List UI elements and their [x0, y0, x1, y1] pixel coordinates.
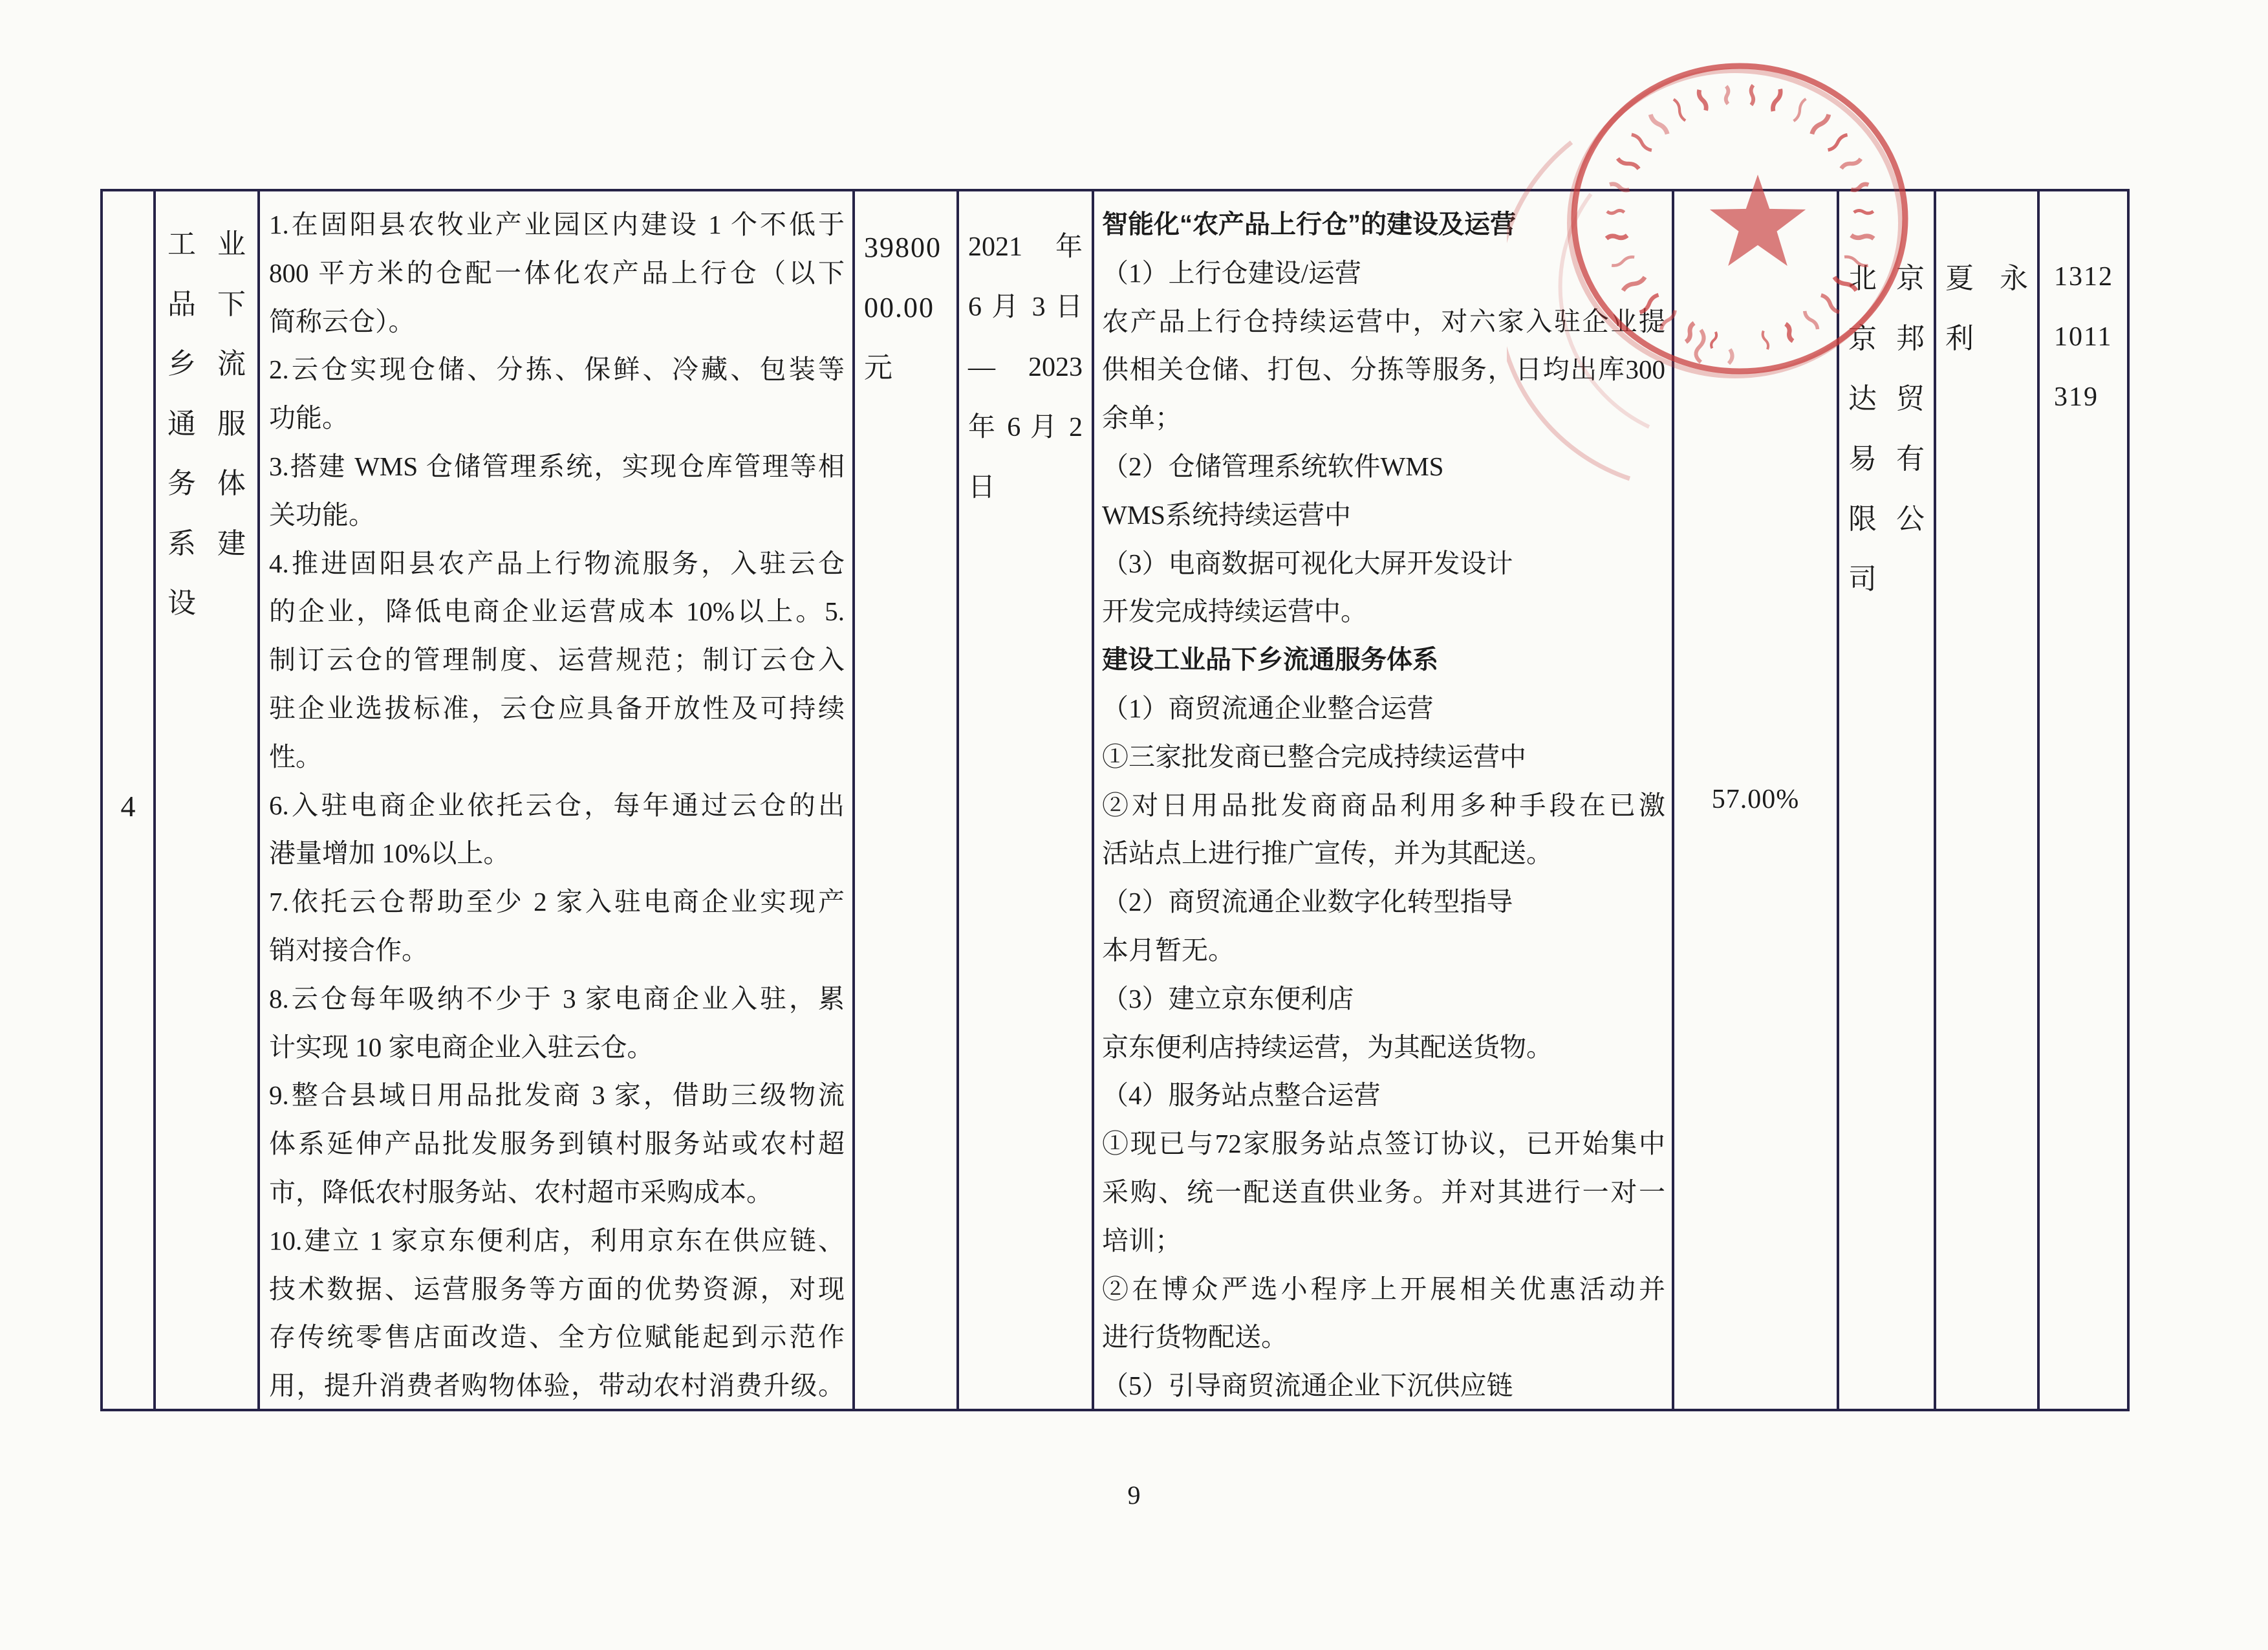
column-company	[1839, 191, 1936, 1409]
column-project-category	[156, 191, 260, 1409]
text-line: 39800	[864, 232, 942, 263]
text-line: 利	[1945, 323, 1974, 354]
text-line: 2021 年	[968, 232, 1083, 262]
text-line: 4.推进固阳县农产品上行物流服务，入驻云仓	[269, 548, 845, 578]
text-line: 培训；	[1102, 1225, 1182, 1255]
column-date-range	[959, 191, 1094, 1409]
text-line: 夏 永	[1945, 263, 2028, 294]
text-line: 6.入驻电商企业依托云仓，每年通过云仓的出	[269, 790, 845, 820]
text-line: 10.建立 1 家京东便利店，利用京东在供应链、	[269, 1225, 845, 1255]
text-line: ①三家批发商已整合完成持续运营中	[1102, 741, 1526, 772]
completion-percent: 57.00%	[1711, 785, 1800, 814]
text-line: 功能。	[269, 403, 349, 433]
text-line: （5）引导商贸流通企业下沉供应链	[1102, 1371, 1513, 1401]
text-line: （3）建立京东便利店	[1102, 983, 1354, 1014]
text-line: 1.在固阳县农牧业产业园区内建设 1 个不低于	[269, 210, 845, 239]
column-contact	[1936, 191, 2040, 1409]
column-completion-percent	[1674, 191, 1839, 1409]
text-line: 建设工业品下乡流通服务体系	[1102, 646, 1438, 675]
text-line: ②对日用品批发商商品利用多种手段在已激	[1102, 790, 1665, 820]
text-line: 的企业，降低电商企业运营成本 10%以上。5.	[269, 596, 845, 627]
text-line: 本月暂无。	[1102, 935, 1235, 965]
text-line: 农产品上行仓持续运营中，对六家入驻企业提	[1102, 306, 1665, 336]
text-line: 系 建	[167, 527, 246, 559]
text-line: 体系延伸产品批发服务到镇村服务站或农村超	[269, 1129, 845, 1159]
column-phone	[2040, 191, 2130, 1409]
text-line: 00.00	[864, 292, 934, 323]
text-line: （2）仓储管理系统软件WMS	[1102, 451, 1444, 481]
text-line: 北 京	[1848, 263, 1925, 294]
text-line: 工 业	[167, 228, 246, 260]
text-line: — 2023	[968, 353, 1083, 382]
text-line: 销对接合作。	[269, 935, 428, 965]
text-line: 限 公	[1848, 503, 1925, 535]
text-line: 驻企业选拔标准，云仓应具备开放性及可持续	[269, 693, 845, 723]
text-line: 开发完成持续运营中。	[1102, 596, 1367, 627]
date-range	[959, 191, 1092, 518]
text-line: ②在博众严选小程序上开展相关优惠活动并	[1102, 1274, 1665, 1304]
text-line: 达 贸	[1848, 383, 1925, 415]
text-line: 800 平方米的仓配一体化农产品上行仓（以下	[269, 257, 845, 288]
text-line: 乡 流	[167, 348, 246, 380]
report-table	[100, 189, 2130, 1411]
text-line: 品 下	[167, 288, 246, 320]
text-line: 元	[864, 352, 894, 384]
text-line: 6 月 3 日	[968, 292, 1083, 322]
text-line: （1）上行仓建设/运营	[1102, 257, 1361, 288]
text-line: 司	[1848, 563, 1877, 595]
contract-amount	[855, 191, 956, 398]
text-line: 务 体	[167, 468, 246, 499]
project-category	[156, 191, 257, 634]
text-line: 易 有	[1848, 443, 1925, 475]
text-line: 1312	[2054, 262, 2113, 292]
text-line: 活站点上进行推广宣传，并为其配送。	[1102, 838, 1553, 869]
text-line: 日	[968, 473, 996, 503]
text-line: 余单；	[1102, 403, 1182, 433]
text-line: 通 服	[167, 407, 246, 440]
text-line: 7.依托云仓帮助至少 2 家入驻电商企业实现产	[269, 887, 845, 917]
text-line: 市，降低农村服务站、农村超市采购成本。	[269, 1177, 773, 1207]
text-line: 存传统零售店面改造、全方位赋能起到示范作	[269, 1322, 845, 1352]
text-line: 2.云仓实现仓储、分拣、保鲜、冷藏、包装等	[269, 354, 845, 385]
text-line: 采购、统一配送直供业务。并对其进行一对一	[1102, 1177, 1665, 1207]
text-line: （1）商贸流通企业整合运营	[1102, 693, 1434, 723]
text-line: 制订云仓的管理制度、运营规范；制订云仓入	[269, 645, 845, 675]
text-line: 京东便利店持续运营，为其配送货物。	[1102, 1032, 1553, 1062]
page-number: 9	[1127, 1481, 1141, 1510]
text-line: 9.整合县域日用品批发商 3 家，借助三级物流	[269, 1080, 845, 1111]
text-line: （4）服务站点整合运营	[1102, 1080, 1381, 1111]
text-line: 供相关仓储、打包、分拣等服务，日均出库300	[1102, 354, 1665, 385]
text-line: 京 邦	[1848, 323, 1925, 354]
phone-number	[2040, 191, 2130, 428]
text-line: 进行货物配送。	[1102, 1322, 1288, 1352]
text-line: 3.搭建 WMS 仓储管理系统，实现仓库管理等相	[269, 451, 845, 481]
task-description	[260, 191, 852, 1410]
text-line: 年 6 月 2	[968, 413, 1083, 442]
text-line: WMS系统持续运营中	[1102, 499, 1351, 530]
text-line: 简称云仓）。	[269, 306, 415, 336]
column-progress	[1094, 191, 1674, 1409]
text-line: （3）电商数据可视化大屏开发设计	[1102, 548, 1513, 578]
progress-description	[1094, 191, 1672, 1410]
text-line: 港量增加 10%以上。	[269, 838, 510, 869]
column-task-description	[260, 191, 855, 1409]
text-line: 用，提升消费者购物体验，带动农村消费升级。	[269, 1371, 845, 1401]
text-line: 1011	[2054, 322, 2113, 352]
text-line: 关功能。	[269, 499, 375, 530]
text-line: 智能化“农产品上行仓”的建设及运营	[1102, 210, 1516, 239]
text-line: 计实现 10 家电商企业入驻云仓。	[269, 1032, 654, 1062]
text-line: 319	[2054, 382, 2099, 412]
text-line: （2）商贸流通企业数字化转型指导	[1102, 887, 1513, 917]
text-line: 技术数据、运营服务等方面的优势资源，对现	[269, 1274, 845, 1304]
text-line: 设	[167, 587, 196, 619]
column-amount	[855, 191, 959, 1409]
text-line: ①现已与72家服务站点签订协议，已开始集中	[1102, 1129, 1665, 1159]
text-line: 8.云仓每年吸纳不少于 3 家电商企业入驻，累	[269, 983, 845, 1014]
column-row-number	[103, 191, 156, 1409]
contact-name	[1936, 191, 2037, 369]
row-number: 4	[120, 790, 136, 823]
text-line: 性。	[269, 741, 322, 772]
company-name	[1839, 191, 1934, 609]
